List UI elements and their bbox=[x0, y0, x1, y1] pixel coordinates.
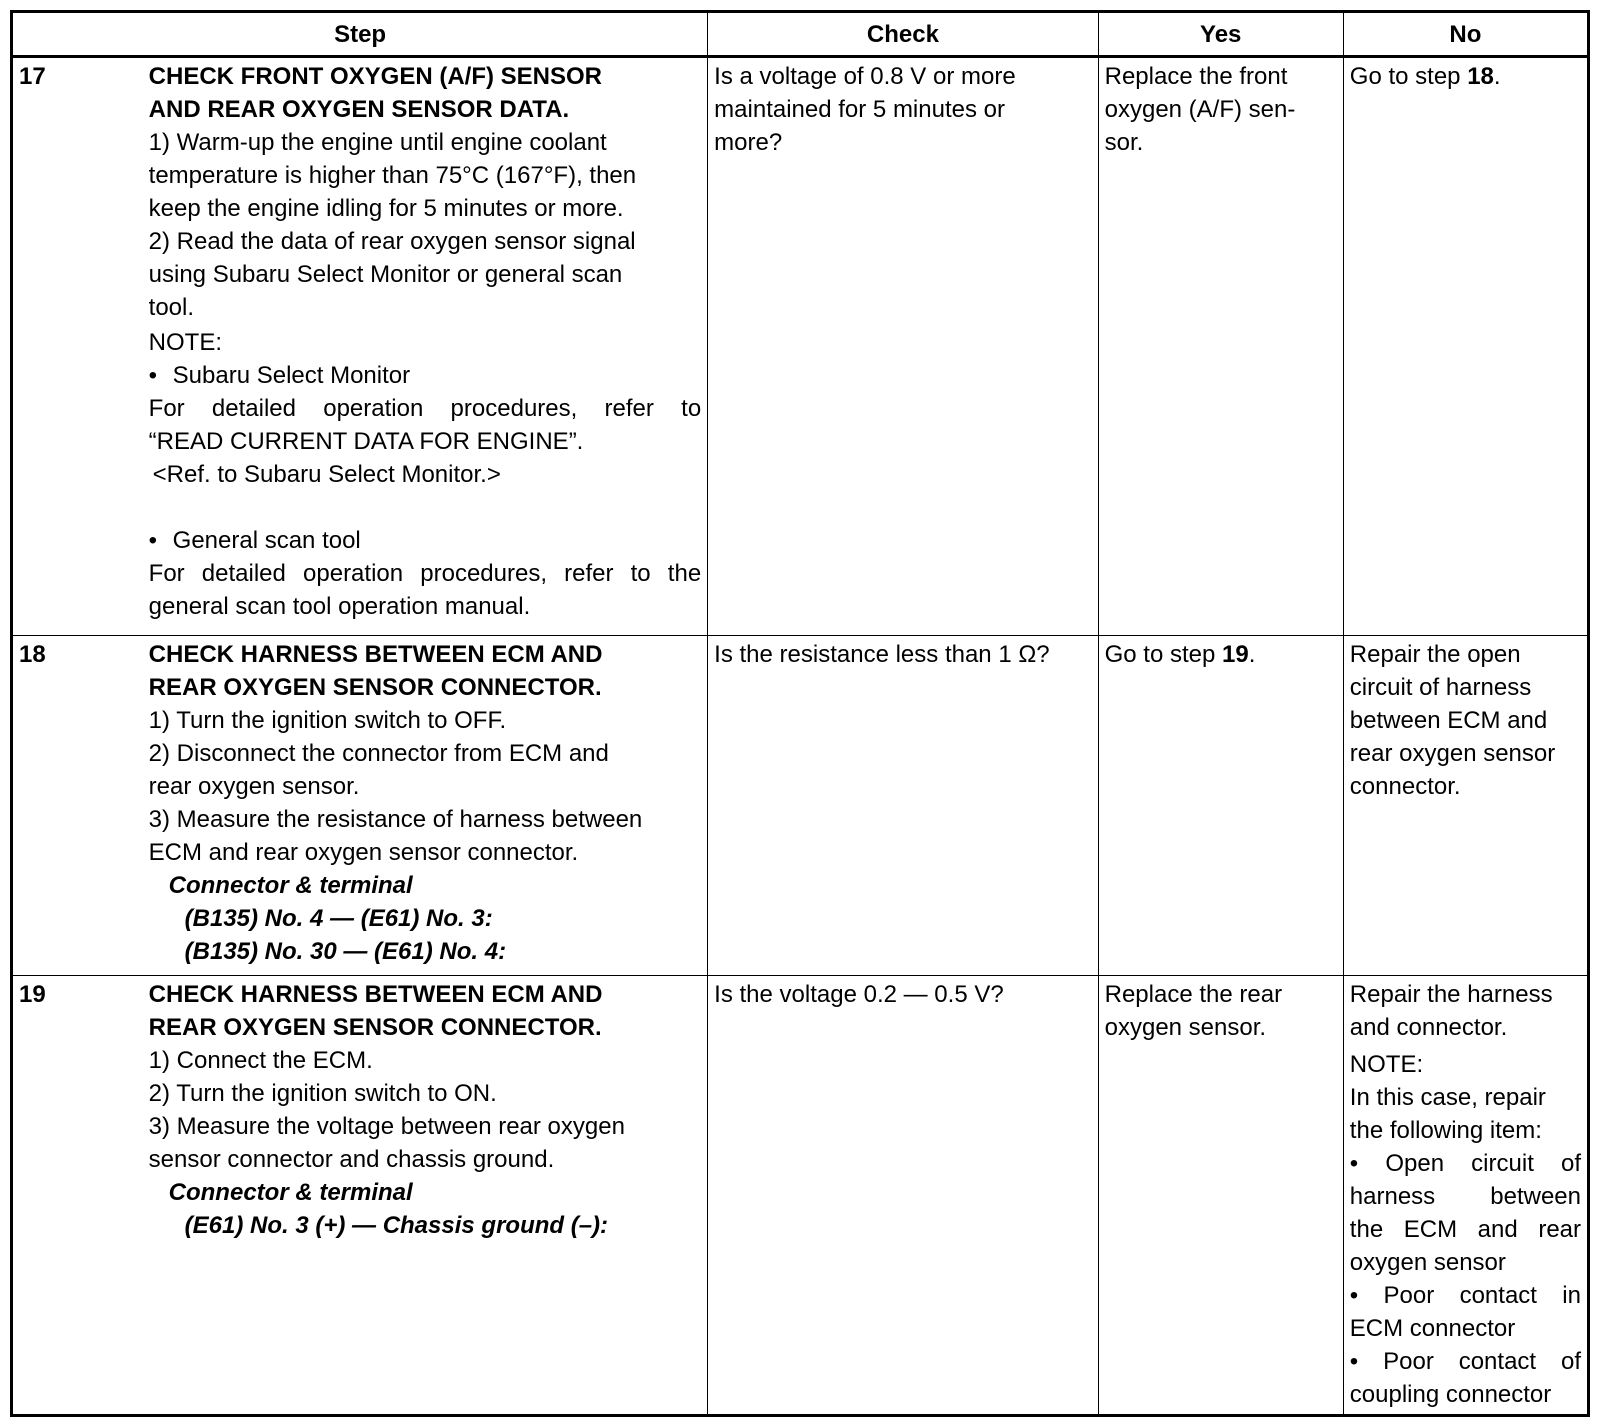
no-text bbox=[1350, 60, 1581, 93]
step-title-line: REAR OXYGEN SENSOR CONNECTOR. bbox=[148, 1014, 602, 1041]
step-instruction: 1) Turn the ignition switch to OFF. bbox=[148, 707, 507, 734]
note-bullet-text: coupling connector bbox=[1349, 1381, 1552, 1408]
yes-text: sor. bbox=[1104, 129, 1144, 156]
step-title-line: CHECK FRONT OXYGEN (A/F) SENSOR bbox=[148, 63, 603, 90]
step-title-line: CHECK HARNESS BETWEEN ECM AND bbox=[148, 981, 603, 1008]
note-text: “READ CURRENT DATA FOR ENGINE”. bbox=[148, 428, 584, 455]
note-bullet-item bbox=[1350, 1147, 1581, 1180]
no-text: Repair the harness bbox=[1349, 981, 1553, 1008]
note-text: In this case, repair bbox=[1349, 1084, 1546, 1111]
header-yes: Yes bbox=[1098, 12, 1343, 57]
note-bullet-text: harness between bbox=[1349, 1183, 1581, 1210]
check-text: Is the voltage 0.2 — 0.5 V? bbox=[714, 981, 1004, 1008]
yes-text bbox=[1105, 638, 1337, 671]
step-instruction: using Subaru Select Monitor or general scan bbox=[148, 261, 623, 288]
step-instruction: 2) Read the data of rear oxygen sensor signal bbox=[148, 228, 636, 255]
note-bullet-text: Open circuit of bbox=[1385, 1150, 1582, 1177]
table-row bbox=[12, 57, 1589, 636]
no-text: and connector. bbox=[1349, 1014, 1508, 1041]
no-text: Repair the open bbox=[1349, 641, 1521, 668]
bullet-icon: • bbox=[1349, 1348, 1384, 1375]
step-instruction: 3) Measure the voltage between rear oxygen bbox=[148, 1113, 625, 1140]
note-bullet-text: Poor contact in bbox=[1383, 1282, 1581, 1309]
step-number: 19 bbox=[12, 976, 143, 1416]
note-label: NOTE: bbox=[148, 329, 222, 356]
note-bullet-text: ECM connector bbox=[1349, 1315, 1516, 1342]
note-bullet-text: oxygen sensor bbox=[1349, 1249, 1506, 1276]
step-instruction: keep the engine idling for 5 minutes or more. bbox=[148, 195, 624, 222]
note-bullet-text: the ECM and rear bbox=[1349, 1216, 1581, 1243]
check-cell bbox=[708, 57, 1098, 636]
note-bullet: • General scan tool bbox=[149, 524, 702, 557]
yes-text: Replace the front bbox=[1104, 63, 1288, 90]
spec-heading: Connector & terminal bbox=[168, 872, 413, 899]
note-bullet-item bbox=[1350, 1279, 1581, 1312]
goto-step-ref: 18 bbox=[1467, 63, 1494, 90]
table-row bbox=[12, 976, 1589, 1416]
check-cell bbox=[708, 636, 1098, 976]
no-text: rear oxygen sensor bbox=[1349, 740, 1556, 767]
no-cell bbox=[1343, 57, 1588, 636]
note-text: For detailed operation procedures, refer to the bbox=[148, 560, 702, 587]
goto-prefix: Go to step bbox=[1104, 641, 1223, 668]
step-description bbox=[143, 57, 708, 636]
step-title-line: CHECK HARNESS BETWEEN ECM AND bbox=[148, 641, 603, 668]
note-reference: <Ref. to Subaru Select Monitor.> bbox=[152, 461, 501, 488]
yes-text: Replace the rear bbox=[1104, 981, 1283, 1008]
spec-heading: Connector & terminal bbox=[168, 1179, 413, 1206]
check-cell bbox=[708, 976, 1098, 1416]
spec-terminal: (E61) No. 3 (+) — Chassis ground (–): bbox=[184, 1212, 609, 1239]
diagnostic-table bbox=[10, 10, 1590, 1417]
check-text: maintained for 5 minutes or bbox=[714, 96, 1005, 123]
header-check: Check bbox=[708, 12, 1098, 57]
note-bullet-item bbox=[1350, 1345, 1581, 1378]
yes-text: oxygen sensor. bbox=[1104, 1014, 1267, 1041]
step-instruction: ECM and rear oxygen sensor connector. bbox=[148, 839, 579, 866]
no-text: connector. bbox=[1349, 773, 1461, 800]
bullet-icon: • bbox=[1349, 1282, 1384, 1309]
step-instruction: 2) Disconnect the connector from ECM and bbox=[148, 740, 609, 767]
note-label: NOTE: bbox=[1349, 1051, 1424, 1078]
bullet-icon: • bbox=[1349, 1150, 1386, 1177]
check-text: more? bbox=[714, 129, 783, 156]
note-bullet: • Subaru Select Monitor bbox=[149, 359, 702, 392]
table-header-row bbox=[12, 12, 1589, 57]
step-description bbox=[143, 976, 708, 1416]
no-cell bbox=[1343, 976, 1588, 1416]
check-text: Is a voltage of 0.8 V or more bbox=[714, 63, 1016, 90]
note-text: general scan tool operation manual. bbox=[148, 593, 531, 620]
yes-text: oxygen (A/F) sen- bbox=[1104, 96, 1296, 123]
note-text: For detailed operation procedures, refer to bbox=[148, 395, 702, 422]
yes-cell bbox=[1098, 976, 1343, 1416]
step-instruction: 1) Warm-up the engine until engine coolant bbox=[148, 129, 607, 156]
header-step: Step bbox=[12, 12, 708, 57]
step-number: 18 bbox=[12, 636, 143, 976]
header-no: No bbox=[1343, 12, 1588, 57]
goto-suffix: . bbox=[1248, 641, 1256, 668]
note-bullet-text: Poor contact of bbox=[1383, 1348, 1581, 1375]
step-number: 17 bbox=[12, 57, 143, 636]
spacer bbox=[149, 491, 702, 524]
no-text: circuit of harness bbox=[1349, 674, 1532, 701]
goto-step-ref: 19 bbox=[1222, 641, 1249, 668]
step-title-line: AND REAR OXYGEN SENSOR DATA. bbox=[148, 96, 570, 123]
step-instruction: tool. bbox=[148, 294, 195, 321]
step-description bbox=[143, 636, 708, 976]
table-row bbox=[12, 636, 1589, 976]
check-text: Is the resistance less than 1 Ω? bbox=[714, 641, 1050, 668]
spec-terminal: (B135) No. 4 — (E61) No. 3: bbox=[184, 905, 493, 932]
yes-cell bbox=[1098, 636, 1343, 976]
no-cell bbox=[1343, 636, 1588, 976]
step-instruction: sensor connector and chassis ground. bbox=[148, 1146, 555, 1173]
goto-suffix: . bbox=[1493, 63, 1501, 90]
step-instruction: 2) Turn the ignition switch to ON. bbox=[148, 1080, 497, 1107]
yes-cell bbox=[1098, 57, 1343, 636]
no-text: between ECM and bbox=[1349, 707, 1548, 734]
step-instruction: rear oxygen sensor. bbox=[148, 773, 360, 800]
spec-terminal: (B135) No. 30 — (E61) No. 4: bbox=[184, 938, 507, 965]
note-text: the following item: bbox=[1349, 1117, 1542, 1144]
step-title-line: REAR OXYGEN SENSOR CONNECTOR. bbox=[148, 674, 602, 701]
step-instruction: 1) Connect the ECM. bbox=[148, 1047, 373, 1074]
diagnostic-table-container bbox=[10, 10, 1590, 1417]
goto-prefix: Go to step bbox=[1349, 63, 1468, 90]
step-instruction: temperature is higher than 75°C (167°F), then bbox=[148, 162, 637, 189]
step-instruction: 3) Measure the resistance of harness between bbox=[148, 806, 643, 833]
